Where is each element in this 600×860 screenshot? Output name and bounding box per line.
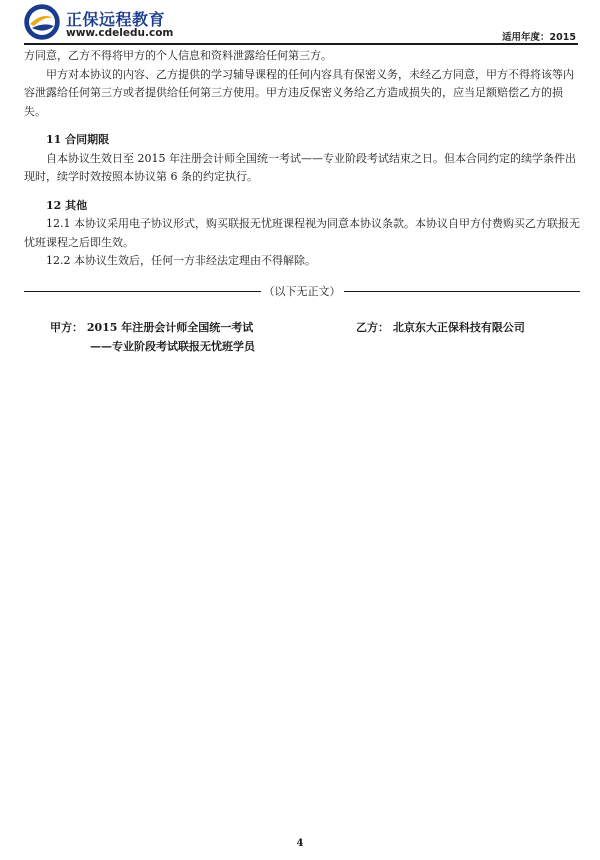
party-b-label: 乙方： xyxy=(356,321,389,334)
party-a-label: 甲方： xyxy=(50,321,83,334)
header-divider xyxy=(24,43,578,45)
section-11-title: 11 合同期限 xyxy=(46,133,110,146)
section-12-2-text: 12.2 本协议生效后，任何一方非经法定理由不得解除。 xyxy=(46,254,316,267)
confidentiality-paragraph: 甲方对本协议的内容、乙方提供的学习辅导课程的任何内容具有保密义务，未经乙方同意，甲方不得将该等内容泄露给任何第三方或者提供给任何第三方使用。甲方违反保密义务给乙方造成损失的，应当足额赔偿乙方的损失。 xyxy=(24,67,574,118)
section-11-text: 自本协议生效日至 2015 年注册会计师全国统一考试——专业阶段考试结束之日。但本合同约定的续学条件出现时，续学时效按照本协议第 6 条的约定执行。 xyxy=(24,151,576,183)
party-a-signature xyxy=(50,318,255,356)
applicable-year: 适用年度：2015 xyxy=(502,32,576,43)
party-a-name-line1: 2015 年注册会计师全国统一考试 xyxy=(86,321,254,334)
section-12-1-text: 12.1 本协议采用电子协议形式，购买联报无忧班课程视为同意本协议条款。本协议自甲方付费购买乙方联报无忧班课程之后即生效。 xyxy=(24,217,580,249)
divider-line-right xyxy=(344,291,581,292)
end-of-text-label: （以下无正文） xyxy=(263,285,341,298)
agreement-body xyxy=(24,47,580,271)
page-number: 4 xyxy=(296,838,304,849)
page-header xyxy=(0,0,600,46)
party-a-name-line2: ——专业阶段考试联报无忧班学员 xyxy=(90,340,255,353)
divider-line-left xyxy=(24,291,261,292)
brand-name: 正保远程教育 xyxy=(66,10,166,29)
continuation-line: 方同意，乙方不得将甲方的个人信息和资料泄露给任何第三方。 xyxy=(24,49,332,62)
brand-url: www.cdeledu.com xyxy=(66,27,174,39)
party-b-signature xyxy=(356,318,525,337)
party-b-name: 北京东大正保科技有限公司 xyxy=(392,321,525,334)
end-of-text-divider xyxy=(24,284,580,298)
section-12-title: 12 其他 xyxy=(46,198,88,212)
brand-logo-icon xyxy=(24,4,60,40)
